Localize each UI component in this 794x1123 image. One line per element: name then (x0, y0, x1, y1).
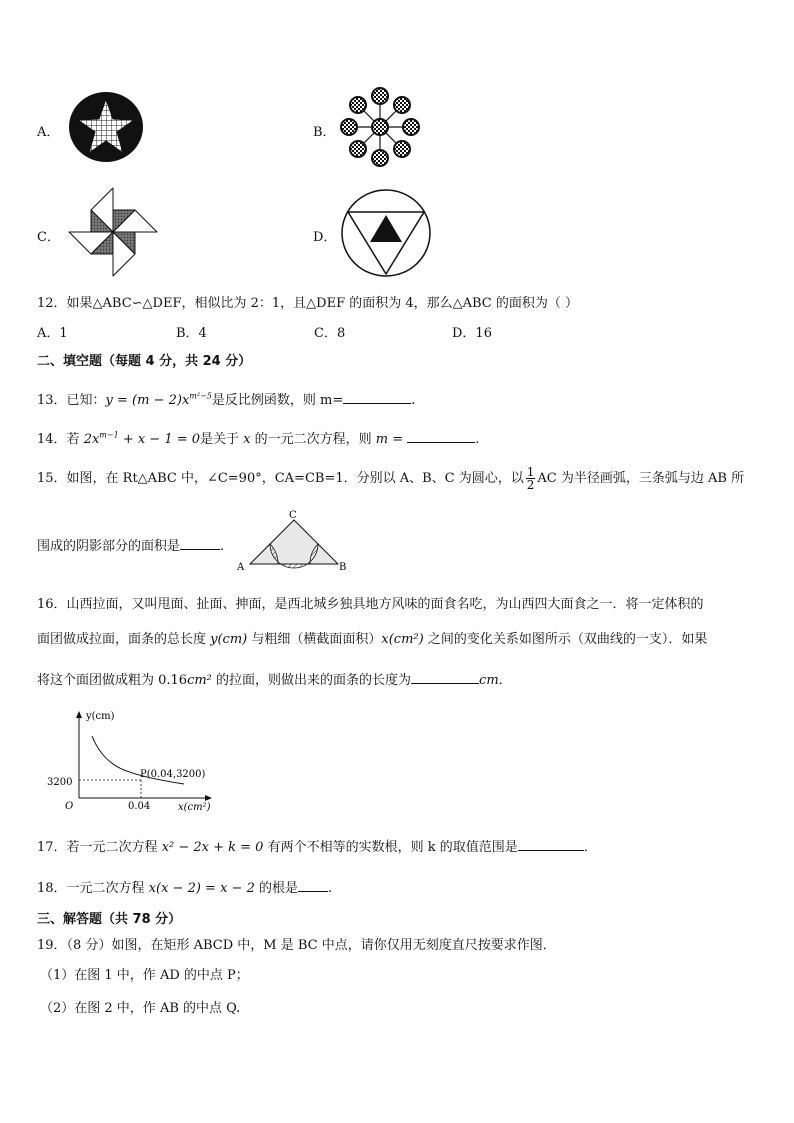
option-d-label: D． (313, 230, 337, 245)
option-c-label: C． (37, 230, 60, 245)
q12-choice-d: D．16 (452, 326, 492, 341)
flower-circles-icon (340, 86, 420, 168)
q16-line3: 将这个面团做成粗为 0.16cm² 的拉面，则做出来的面条的长度为 cm． (37, 673, 512, 688)
q12-choice-c: C．8 (314, 326, 346, 341)
section-3-title: 三、解答题（共 78 分） (37, 912, 182, 927)
q17-answer-blank[interactable] (518, 838, 584, 851)
q14-answer-blank[interactable] (407, 430, 475, 443)
q19-part2: （2）在图 2 中，作 AB 的中点 Q. (40, 1001, 241, 1016)
triangle-in-circle-icon (340, 188, 432, 278)
q15-line2: 围成的阴影部分的面积是 . (37, 539, 225, 554)
q15-line1: 15．如图，在 Rt△ABC 中，∠C=90°，CA=CB=1．分别以 A、B、C 为圆心，以 $\frac{1}{2}$ AC 为半径画弧，三条弧与边 AB 所 (37, 465, 745, 492)
q15-answer-blank[interactable] (180, 537, 220, 550)
q13-answer-blank[interactable] (343, 391, 411, 404)
pinwheel-icon (66, 185, 160, 279)
point-p-label: P(0.04,3200) (140, 769, 206, 780)
y-axis-label: y(cm) (86, 711, 115, 722)
q19-part1: （1）在图 1 中，作 AD 的中点 P； (40, 968, 249, 983)
q14: 14．若 $2x^{m-1} + x - 1 = 0$是关于 x 的一元二次方程，则 m = . (37, 430, 480, 447)
q16-line1: 16．山西拉面，又叫甩面、扯面、抻面，是西北城乡独具地方风味的面食名吃，为山西四大面食之一．将一定体积的 (37, 597, 704, 612)
x-axis-label: x(cm²) (178, 802, 211, 813)
q15-label-a: A (237, 562, 245, 573)
hyperbola-graph (44, 706, 224, 814)
q15-fraction: $\frac{1}{2}$ (526, 465, 535, 492)
q13: 13．已知：$y = (m - 2)x^{m^2-5}$是反比例函数，则 m= . (37, 391, 416, 408)
q17: 17．若一元二次方程 x² − 2x + k = 0 有两个不相等的实数根，则 k 的取值范围是 ． (37, 840, 597, 855)
q12-choice-b: B．4 (176, 326, 207, 341)
section-2-title: 二、填空题（每题 4 分，共 24 分） (37, 354, 252, 369)
y-tick-label: 3200 (47, 777, 73, 788)
star-in-circle-icon (66, 90, 146, 164)
x-tick-label: 0.04 (128, 801, 151, 812)
option-a-label: A． (37, 125, 60, 140)
q16-line2: 面团做成拉面，面条的总长度 y(cm) 与粗细（横截面面积）x(cm²) 之间的变化关系如图所示（双曲线的一支）．如果 (37, 632, 708, 647)
q15-triangle-figure (234, 508, 350, 576)
q12-stem: 12．如果△ABC∽△DEF，相似比为 2：1，且△DEF 的面积为 4，那么△ABC 的面积为（ ） (37, 296, 579, 311)
q18: 18．一元二次方程 x(x − 2) = x − 2 的根是 . (37, 881, 333, 896)
option-b-label: B． (313, 125, 336, 140)
q16-answer-blank[interactable] (411, 671, 479, 684)
q15-label-c: C (289, 510, 297, 521)
q19-stem: 19．（8 分）如图，在矩形 ABCD 中，M 是 BC 中点，请你仅用无刻度直尺按要求作图． (37, 938, 556, 953)
q18-answer-blank[interactable] (298, 879, 328, 892)
q13-formula: y = (m − 2)x (105, 393, 190, 408)
q15-label-b: B (339, 562, 347, 573)
origin-label: O (65, 801, 74, 812)
q12-choice-a: A．1 (37, 326, 68, 341)
